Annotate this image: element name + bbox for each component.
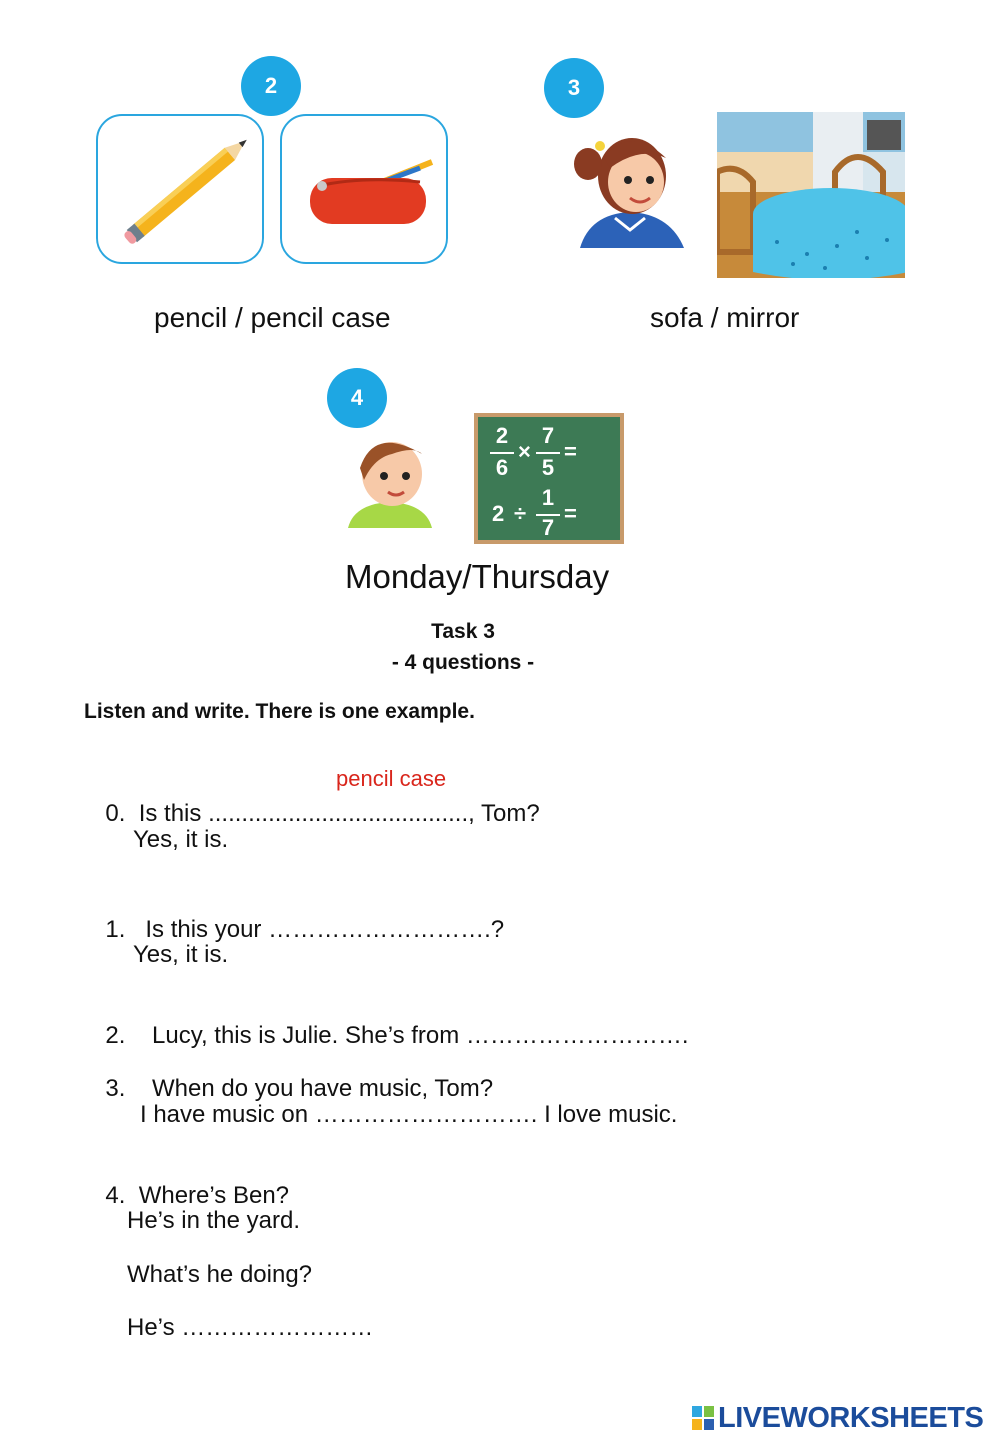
board-denominator-1: 6 xyxy=(495,455,509,480)
task-instruction: Listen and write. There is one example. xyxy=(84,700,475,723)
question-0 xyxy=(92,772,540,828)
board-numerator-1: 2 xyxy=(495,423,509,448)
girl-image xyxy=(570,118,690,250)
board-times: × xyxy=(518,439,531,464)
task-subtitle: - 4 questions - xyxy=(391,651,535,674)
question-number: 3. xyxy=(105,1075,126,1102)
board-denominator-2: 5 xyxy=(541,455,555,480)
answer-line: Yes, it is. xyxy=(133,826,229,853)
boy-image xyxy=(344,428,436,530)
question-number: 1. xyxy=(105,916,126,943)
question-2 xyxy=(92,994,689,1050)
task-title: Task 3 xyxy=(431,620,495,643)
board-equals-1: = xyxy=(564,439,577,464)
math-chalkboard xyxy=(474,413,624,544)
question-text: Where’s Ben? xyxy=(138,1182,290,1209)
answer-line: I have music on ………………………. I love music. xyxy=(140,1101,678,1128)
kitchen-table-image xyxy=(717,112,905,278)
answer-line: He’s …………………… xyxy=(127,1314,374,1341)
example-answer: pencil case xyxy=(336,766,447,791)
question-line: What’s he doing? xyxy=(127,1261,313,1288)
item-4-number-badge: 4 xyxy=(327,368,387,428)
question-number: 2. xyxy=(105,1022,126,1049)
question-text: Is this your ……………………….? xyxy=(145,916,505,943)
pencil-image xyxy=(98,116,262,262)
pencil-card xyxy=(96,114,264,264)
board-equals-2: = xyxy=(564,501,577,526)
question-text: Is this xyxy=(138,800,209,827)
fraction-bar xyxy=(490,452,514,454)
board-numerator-3: 1 xyxy=(541,485,555,510)
question-number: 4. xyxy=(105,1182,126,1209)
answer-line: Yes, it is. xyxy=(133,941,229,968)
question-3 xyxy=(92,1047,493,1103)
board-whole-number: 2 xyxy=(492,501,505,526)
question-text: , Tom? xyxy=(468,800,540,827)
answer-line: He’s in the yard. xyxy=(127,1207,300,1234)
item-3-number-badge: 3 xyxy=(544,58,604,118)
liveworksheets-logo-icon xyxy=(692,1406,714,1430)
question-text: When do you have music, Tom? xyxy=(152,1075,494,1102)
item-2-number-badge: 2 xyxy=(241,56,301,116)
question-4 xyxy=(92,1154,289,1210)
item-2-caption: pencil / pencil case xyxy=(154,302,391,333)
question-number: 0. xyxy=(105,800,126,827)
board-numerator-2: 7 xyxy=(541,423,555,448)
pencil-case-card xyxy=(280,114,448,264)
pencil-case-image xyxy=(282,116,446,262)
answer-blank: ....................................... xyxy=(208,800,469,827)
question-1 xyxy=(92,888,504,944)
question-text: Lucy, this is Julie. She’s from ………………………. xyxy=(152,1022,689,1049)
item-3-caption: sofa / mirror xyxy=(650,302,800,333)
board-divide: ÷ xyxy=(514,501,527,526)
board-denominator-3: 7 xyxy=(541,515,555,540)
fraction-bar xyxy=(536,452,560,454)
item-4-caption: Monday/Thursday xyxy=(345,558,610,595)
liveworksheets-brand[interactable]: LIVEWORKSHEETS xyxy=(718,1402,984,1434)
